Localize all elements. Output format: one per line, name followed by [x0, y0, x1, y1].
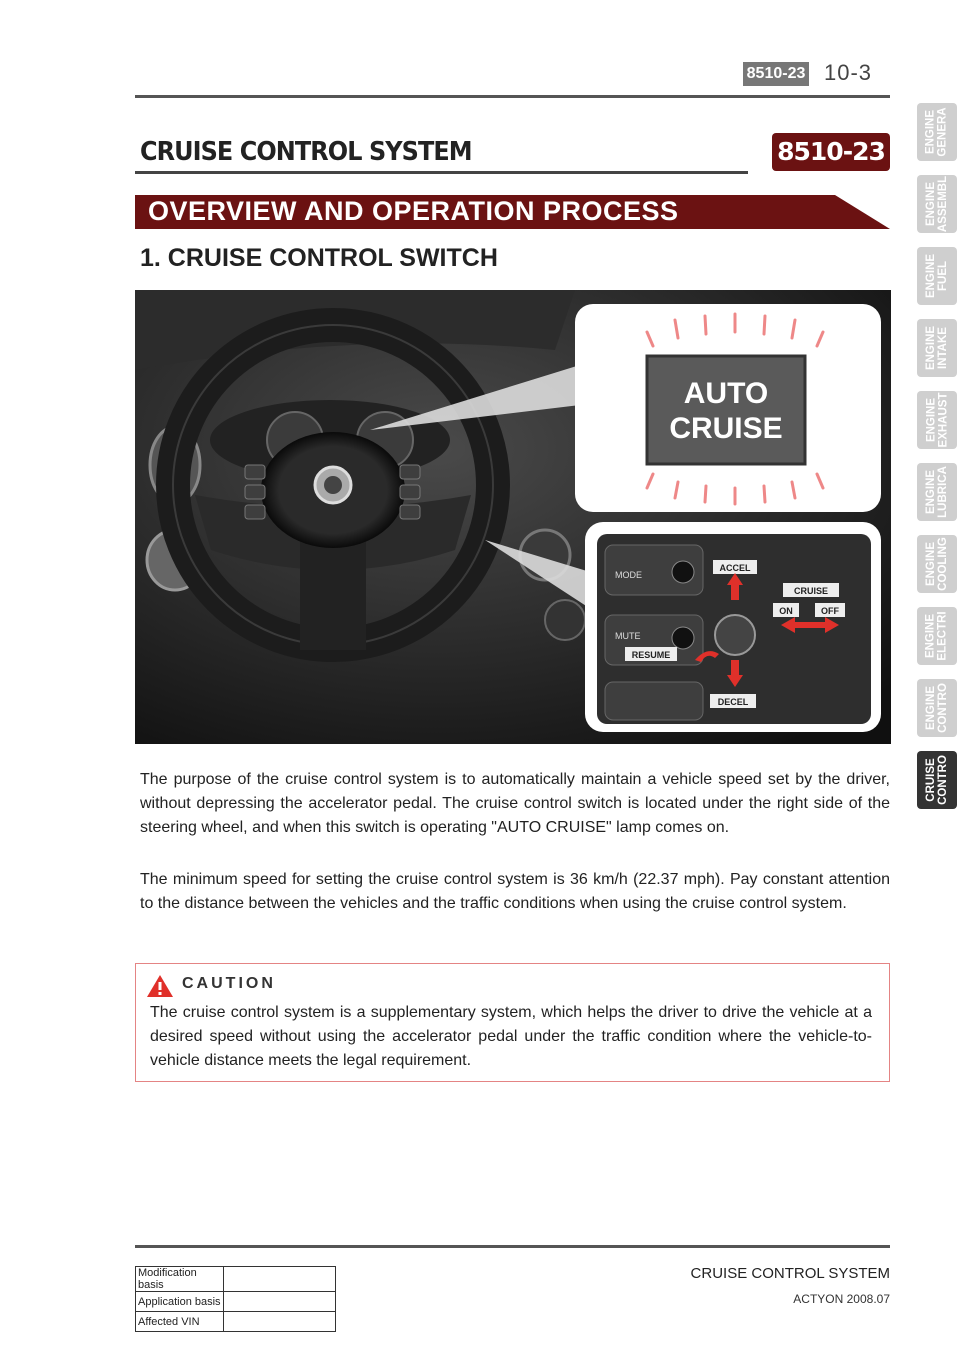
table-cell-value	[224, 1312, 336, 1332]
table-cell-label: Application basis	[136, 1292, 224, 1312]
table-cell-value	[224, 1292, 336, 1312]
chapter-tab-label: ENGINE FUEL	[925, 253, 949, 299]
chapter-tab-label: ENGINE ELECTRI	[925, 611, 950, 661]
body-paragraph-1: The purpose of the cruise control system is to automatically maintain a vehicle speed set by the driver, without depressing the accelerator pedal. The cruise control switch is located under the right side of the steering wheel, and when this switch is operating "AUTO CRUISE" lamp comes on.	[140, 771, 890, 836]
header-section-code: 8510-23	[743, 62, 809, 86]
chapter-tab[interactable]	[917, 751, 957, 809]
table-row	[136, 1312, 336, 1332]
switch-label-decel: DECEL	[717, 697, 749, 707]
header-divider	[135, 95, 890, 98]
caution-text: The cruise control system is a supplementary system, which helps the driver to drive the vehicle at a desired speed without using the accelerator pedal under the traffic condition where the vehicle-to-vehicle distance meets the legal requirement.	[150, 1004, 872, 1069]
subheading: 1. CRUISE CONTROL SWITCH	[140, 244, 498, 272]
chapter-tab[interactable]	[917, 391, 957, 449]
table-row	[136, 1292, 336, 1312]
table-cell-label: Modification basis	[136, 1267, 224, 1292]
dashboard-photo	[135, 290, 891, 744]
chapter-tab[interactable]	[917, 247, 957, 305]
footer-title: CRUISE CONTROL SYSTEM	[690, 1265, 890, 1282]
title-underline	[135, 171, 748, 174]
chapter-tab[interactable]	[917, 535, 957, 593]
section-banner-text: OVERVIEW AND OPERATION PROCESS	[148, 196, 679, 226]
lamp-text-cruise: CRUISE	[669, 412, 783, 445]
chapter-tab-label: ENGINE CONTRO	[925, 683, 949, 733]
chapter-tab-label: CRUISE CONTRO	[925, 755, 949, 805]
chapter-tab-label: ENGINE GENERA	[925, 107, 950, 157]
dashboard-illustration	[135, 290, 891, 744]
revision-table	[135, 1266, 336, 1332]
caution-title: CAUTION	[182, 975, 276, 992]
switch-label-on: ON	[779, 606, 793, 616]
table-row	[136, 1267, 336, 1292]
chapter-tab[interactable]	[917, 319, 957, 377]
chapter-tab[interactable]	[917, 607, 957, 665]
table-cell-label: Affected VIN	[136, 1312, 224, 1332]
switch-label-mute: MUTE	[615, 631, 641, 641]
switch-label-resume: RESUME	[631, 650, 671, 660]
chapter-tab[interactable]	[917, 103, 957, 161]
warning-triangle-icon	[146, 974, 174, 998]
switch-label-accel: ACCEL	[719, 563, 751, 573]
footer-model-date: ACTYON 2008.07	[793, 1292, 890, 1306]
switch-label-mode: MODE	[615, 570, 642, 580]
lamp-text-auto: AUTO	[683, 377, 769, 410]
table-cell-value	[224, 1267, 336, 1292]
chapter-tab[interactable]	[917, 463, 957, 521]
footer-divider	[135, 1245, 890, 1248]
chapter-tab[interactable]	[917, 679, 957, 737]
chapter-tab-label: ENGINE ASSEMBL	[925, 175, 950, 233]
body-paragraph-2: The minimum speed for setting the cruise control system is 36 km/h (22.37 mph). Pay constant attention to the distance between the vehicles and the traffic conditions when using the cruise control system.	[140, 871, 890, 912]
chapter-tab-label: ENGINE INTAKE	[925, 325, 949, 371]
chapter-tab-label: ENGINE COOLING	[925, 537, 950, 591]
switch-label-off: OFF	[821, 606, 839, 616]
switch-label-cruise: CRUISE	[793, 586, 829, 596]
page-number: 10-3	[824, 60, 873, 85]
page-title: CRUISE CONTROL SYSTEM	[140, 137, 472, 167]
title-section-code: 8510-23	[772, 133, 890, 171]
chapter-tab[interactable]	[917, 175, 957, 233]
chapter-tab-label: ENGINE LUBRICA	[925, 466, 949, 518]
chapter-tab-label: ENGINE EXHAUST	[925, 392, 950, 448]
